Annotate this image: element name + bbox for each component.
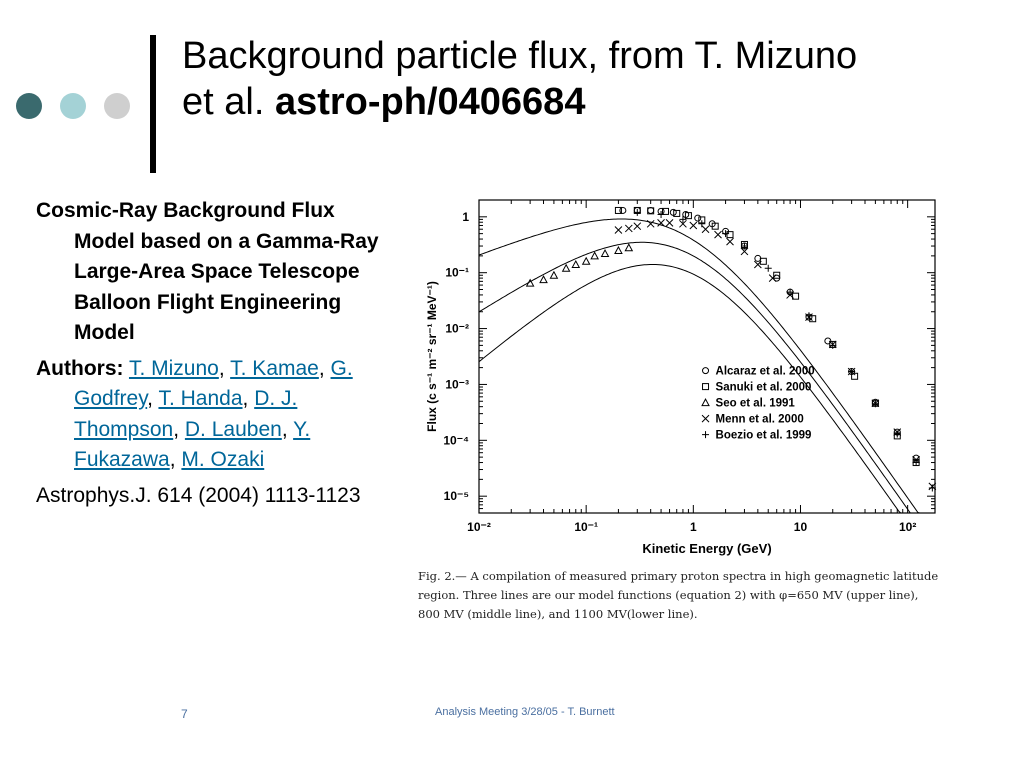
author-link[interactable]: T. Handa: [158, 387, 243, 410]
data-point-x: [647, 220, 654, 227]
data-point-x: [625, 225, 632, 232]
author-link[interactable]: Y. Fukazawa: [74, 417, 311, 471]
title-prefix: et al.: [182, 81, 275, 123]
data-point-x: [727, 238, 734, 245]
y-axis-label: Flux (c s⁻¹ m⁻² sr⁻¹ MeV⁻¹): [425, 281, 439, 432]
paper-title: Cosmic-Ray Background Flux Model based on a Gamma-Ray Large-Area Space Telescope Balloon Flight Engineering Model: [36, 199, 379, 344]
model-line-upper: [479, 219, 935, 513]
data-point-triangle: [591, 252, 598, 259]
data-point-triangle: [583, 258, 590, 265]
data-point-circle: [648, 207, 654, 213]
data-point-triangle: [572, 261, 579, 268]
caption-line: 800 MV (middle line), and 1100 MV(lower line).: [418, 607, 698, 621]
x-tick-label: 10: [793, 520, 808, 534]
data-point-x: [715, 231, 722, 238]
data-point-triangle: [550, 272, 557, 279]
proton-flux-chart: [416, 190, 1006, 560]
y-tick-label: 10⁻⁴: [443, 433, 469, 448]
author-link[interactable]: D. Lauben: [184, 417, 282, 441]
author-link[interactable]: G. Godfrey: [74, 356, 353, 410]
legend-label: Alcaraz et al. 2000: [715, 365, 815, 378]
slide-title: [182, 33, 1002, 125]
title-divider: [150, 35, 156, 173]
caption-line: region. Three lines are our model functions (equation 2) with φ=650 MV (upper line),: [418, 588, 919, 602]
data-point-x: [702, 226, 709, 233]
legend-label: Boezio et al. 1999: [715, 429, 812, 442]
x-axis-label: Kinetic Energy (GeV): [642, 541, 772, 556]
decor-dot-gray: [104, 93, 130, 119]
data-point-x: [634, 223, 641, 230]
legend-marker-x: [702, 415, 709, 422]
legend-label: Seo et al. 1991: [715, 397, 795, 410]
data-point-circle: [620, 207, 626, 213]
footer-text: Analysis Meeting 3/28/05 - T. Burnett: [435, 706, 615, 718]
data-point-circle: [695, 215, 701, 221]
title-line-1: Background particle flux, from T. Mizuno: [182, 35, 858, 77]
y-tick-label: 10⁻³: [445, 377, 469, 392]
author-link[interactable]: D. J. Thompson: [74, 387, 298, 441]
page-number: 7: [181, 707, 188, 721]
data-point-triangle: [602, 250, 609, 257]
legend-marker-plus: [702, 431, 709, 438]
legend-marker-triangle: [702, 399, 709, 406]
title-line-2: [182, 79, 1002, 125]
authors-para: Authors: T. Mizuno, T. Kamae, G. Godfrey, T. Handa, D. J. Thompson, D. Lauben, Y. Fukazawa, M. Ozaki: [36, 356, 353, 471]
arxiv-id: astro-ph/0406684: [274, 81, 586, 123]
caption-line: Fig. 2.— A compilation of measured primary proton spectra in high geomagnetic latitude: [418, 569, 939, 583]
reference: Astrophys.J. 614 (2004) 1113-1123: [36, 483, 361, 507]
decor-dot-dark: [16, 93, 42, 119]
author-link[interactable]: M. Ozaki: [181, 448, 265, 471]
y-tick-label: 10⁻¹: [445, 265, 469, 280]
data-point-plus: [765, 265, 772, 272]
data-point-x: [666, 219, 673, 226]
x-tick-label: 10⁻¹: [574, 520, 599, 534]
data-point-triangle: [540, 276, 547, 283]
data-point-triangle: [563, 265, 570, 272]
y-tick-label: 10⁻⁵: [443, 489, 469, 504]
author-link[interactable]: T. Mizuno: [128, 356, 219, 380]
y-tick-label: 1: [462, 209, 469, 224]
model-line-lower: [479, 265, 935, 514]
x-tick-label: 10²: [898, 520, 917, 534]
figure-caption: [418, 567, 998, 624]
legend-label: Sanuki et al. 2000: [715, 381, 812, 394]
legend-marker-circle: [703, 368, 709, 374]
data-point-triangle: [625, 244, 632, 251]
y-tick-label: 10⁻²: [445, 321, 469, 336]
data-point-triangle: [615, 247, 622, 254]
data-point-x: [690, 222, 697, 229]
x-tick-label: 10⁻²: [467, 520, 491, 534]
legend-label: Menn et al. 2000: [715, 413, 804, 426]
paper-title-para: [36, 196, 386, 349]
data-point-plus: [698, 220, 705, 227]
x-tick-label: 1: [689, 520, 697, 534]
data-point-x: [615, 227, 622, 234]
decor-dot-light: [60, 93, 86, 119]
legend-marker-square: [703, 384, 709, 390]
paper-info: [36, 196, 386, 516]
author-link[interactable]: T. Kamae: [230, 356, 319, 380]
authors-label: Authors:: [36, 356, 124, 380]
